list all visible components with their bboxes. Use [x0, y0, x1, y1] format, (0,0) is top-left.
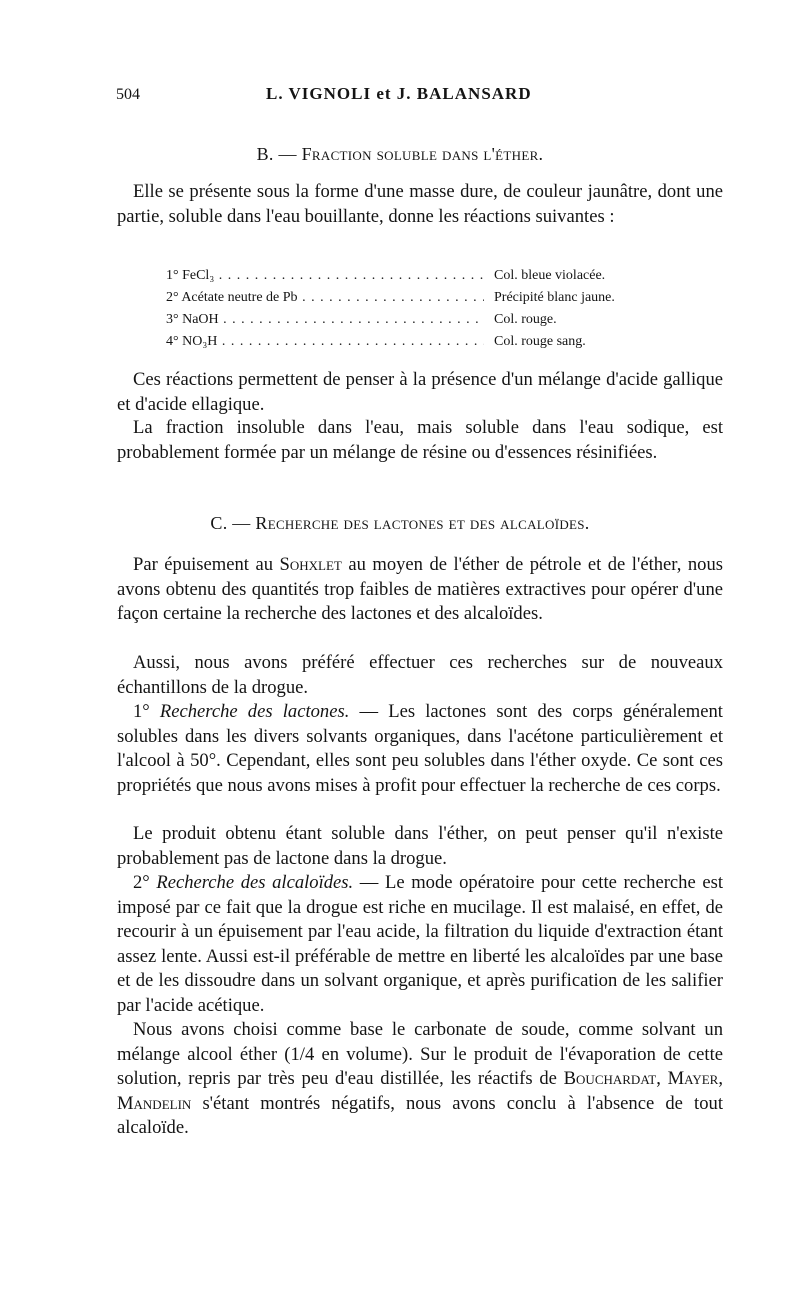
text-run: ,: [718, 1068, 723, 1089]
reaction-reagent: 3° NaOH . . .: [166, 312, 484, 328]
text-run: 1°: [133, 701, 160, 722]
reaction-reagent: 4° NO₃H . . .: [166, 334, 484, 350]
section-c-para-5: [117, 871, 723, 1018]
section-c-para-4: Le produit obtenu étant soluble dans l'éther, on peut penser qu'il n'existe probablement pas de lactone dans la drogue.: [117, 823, 723, 869]
author-name: Mayer: [667, 1068, 719, 1089]
reaction-list: [166, 268, 686, 356]
section-c-para-3: [117, 700, 723, 798]
subsection-title: Recherche des lactones.: [159, 701, 350, 722]
section-b-intro: Elle se présente sous la forme d'une masse dure, de couleur jaunâtre, dont une partie, soluble dans l'eau bouillante, donne les réactions suivantes :: [117, 181, 723, 227]
text-run: s'étant montrés négatifs, nous avons conclu à l'absence de tout alcaloïde.: [117, 1092, 723, 1138]
page-header: [116, 82, 710, 110]
reaction-reagent: 2° Acétate neutre de Pb . . .: [166, 290, 484, 306]
section-c-para-1: [117, 553, 723, 627]
author-name: Bouchardat: [563, 1068, 657, 1089]
reaction-row: [166, 290, 686, 312]
reaction-result: Col. rouge sang.: [494, 334, 586, 349]
reaction-reagent: 1° FeCl₃ . . .: [166, 268, 484, 284]
section-b-para-1: Ces réactions permettent de penser à la présence d'un mélange d'acide gallique et d'acide ellagique.: [117, 369, 723, 415]
text-run: — Le mode opératoire pour cette recherche est imposé par ce fait que la drogue est riche en mucilage. Il est malaisé, en effet, de recourir à un épuisement par l'eau acide, la filtration du liquide d'extraction étant assez lente. Aussi est-il préférable de mettre en liberté les alcaloïdes par une base et de les dissoudre dans un solvant organique, et après purification de les salifier par l'acide acétique.: [117, 872, 723, 1016]
text-run: ,: [656, 1068, 668, 1089]
section-b-heading: B. — Fraction soluble dans l'éther.: [256, 144, 544, 164]
text-run: au moyen de l'éther de pétrole et de l'éther, nous avons obtenu des quantités trop faibles de matières extractives pour opérer d'une façon certaine la recherche des lactones et des alcaloïdes.: [117, 554, 723, 624]
section-c-para-2: Aussi, nous avons préféré effectuer ces recherches sur de nouveaux échantillons de la drogue.: [117, 652, 723, 698]
reaction-row: [166, 268, 686, 290]
text-run: — Les lactones sont des corps généralement solubles dans les divers solvants organiques, dans l'acétone particulièrement et l'alcool à 50°. Cependant, elles sont peu solubles dans l'éther oxyde. Ce sont ces propriétés que nous avons mises à profit pour effectuer la recherche de ces corps.: [117, 701, 723, 796]
reaction-result: Col. bleue violacée.: [494, 268, 606, 283]
section-c-heading: C. — Recherche des lactones et des alcaloïdes.: [210, 513, 590, 533]
section-b-para-2: La fraction insoluble dans l'eau, mais soluble dans l'eau sodique, est probablement formée par un mélange de résine ou d'essences résinifiées.: [117, 417, 723, 463]
subsection-title: Recherche des alcaloïdes.: [156, 872, 354, 893]
section-c-para-6: [117, 1018, 723, 1141]
running-title: L. VIGNOLI et J. BALANSARD: [266, 84, 532, 103]
reaction-row: [166, 312, 686, 334]
reaction-result: Col. rouge.: [494, 312, 557, 327]
page-number: 504: [116, 86, 140, 103]
text-run: Par épuisement au: [133, 554, 280, 575]
reaction-result: Précipité blanc jaune.: [494, 290, 615, 305]
author-name: Sohxlet: [279, 554, 342, 575]
reaction-row: [166, 334, 686, 356]
text-run: Nous avons choisi comme base le carbonate de soude, comme solvant un mélange alcool éther (1/4 en volume). Sur le produit de l'évaporation de cette solution, repris par très peu d'eau distillée, les réactifs de: [117, 1019, 723, 1089]
author-name: Mandelin: [117, 1092, 192, 1114]
text-run: 2°: [133, 872, 157, 893]
